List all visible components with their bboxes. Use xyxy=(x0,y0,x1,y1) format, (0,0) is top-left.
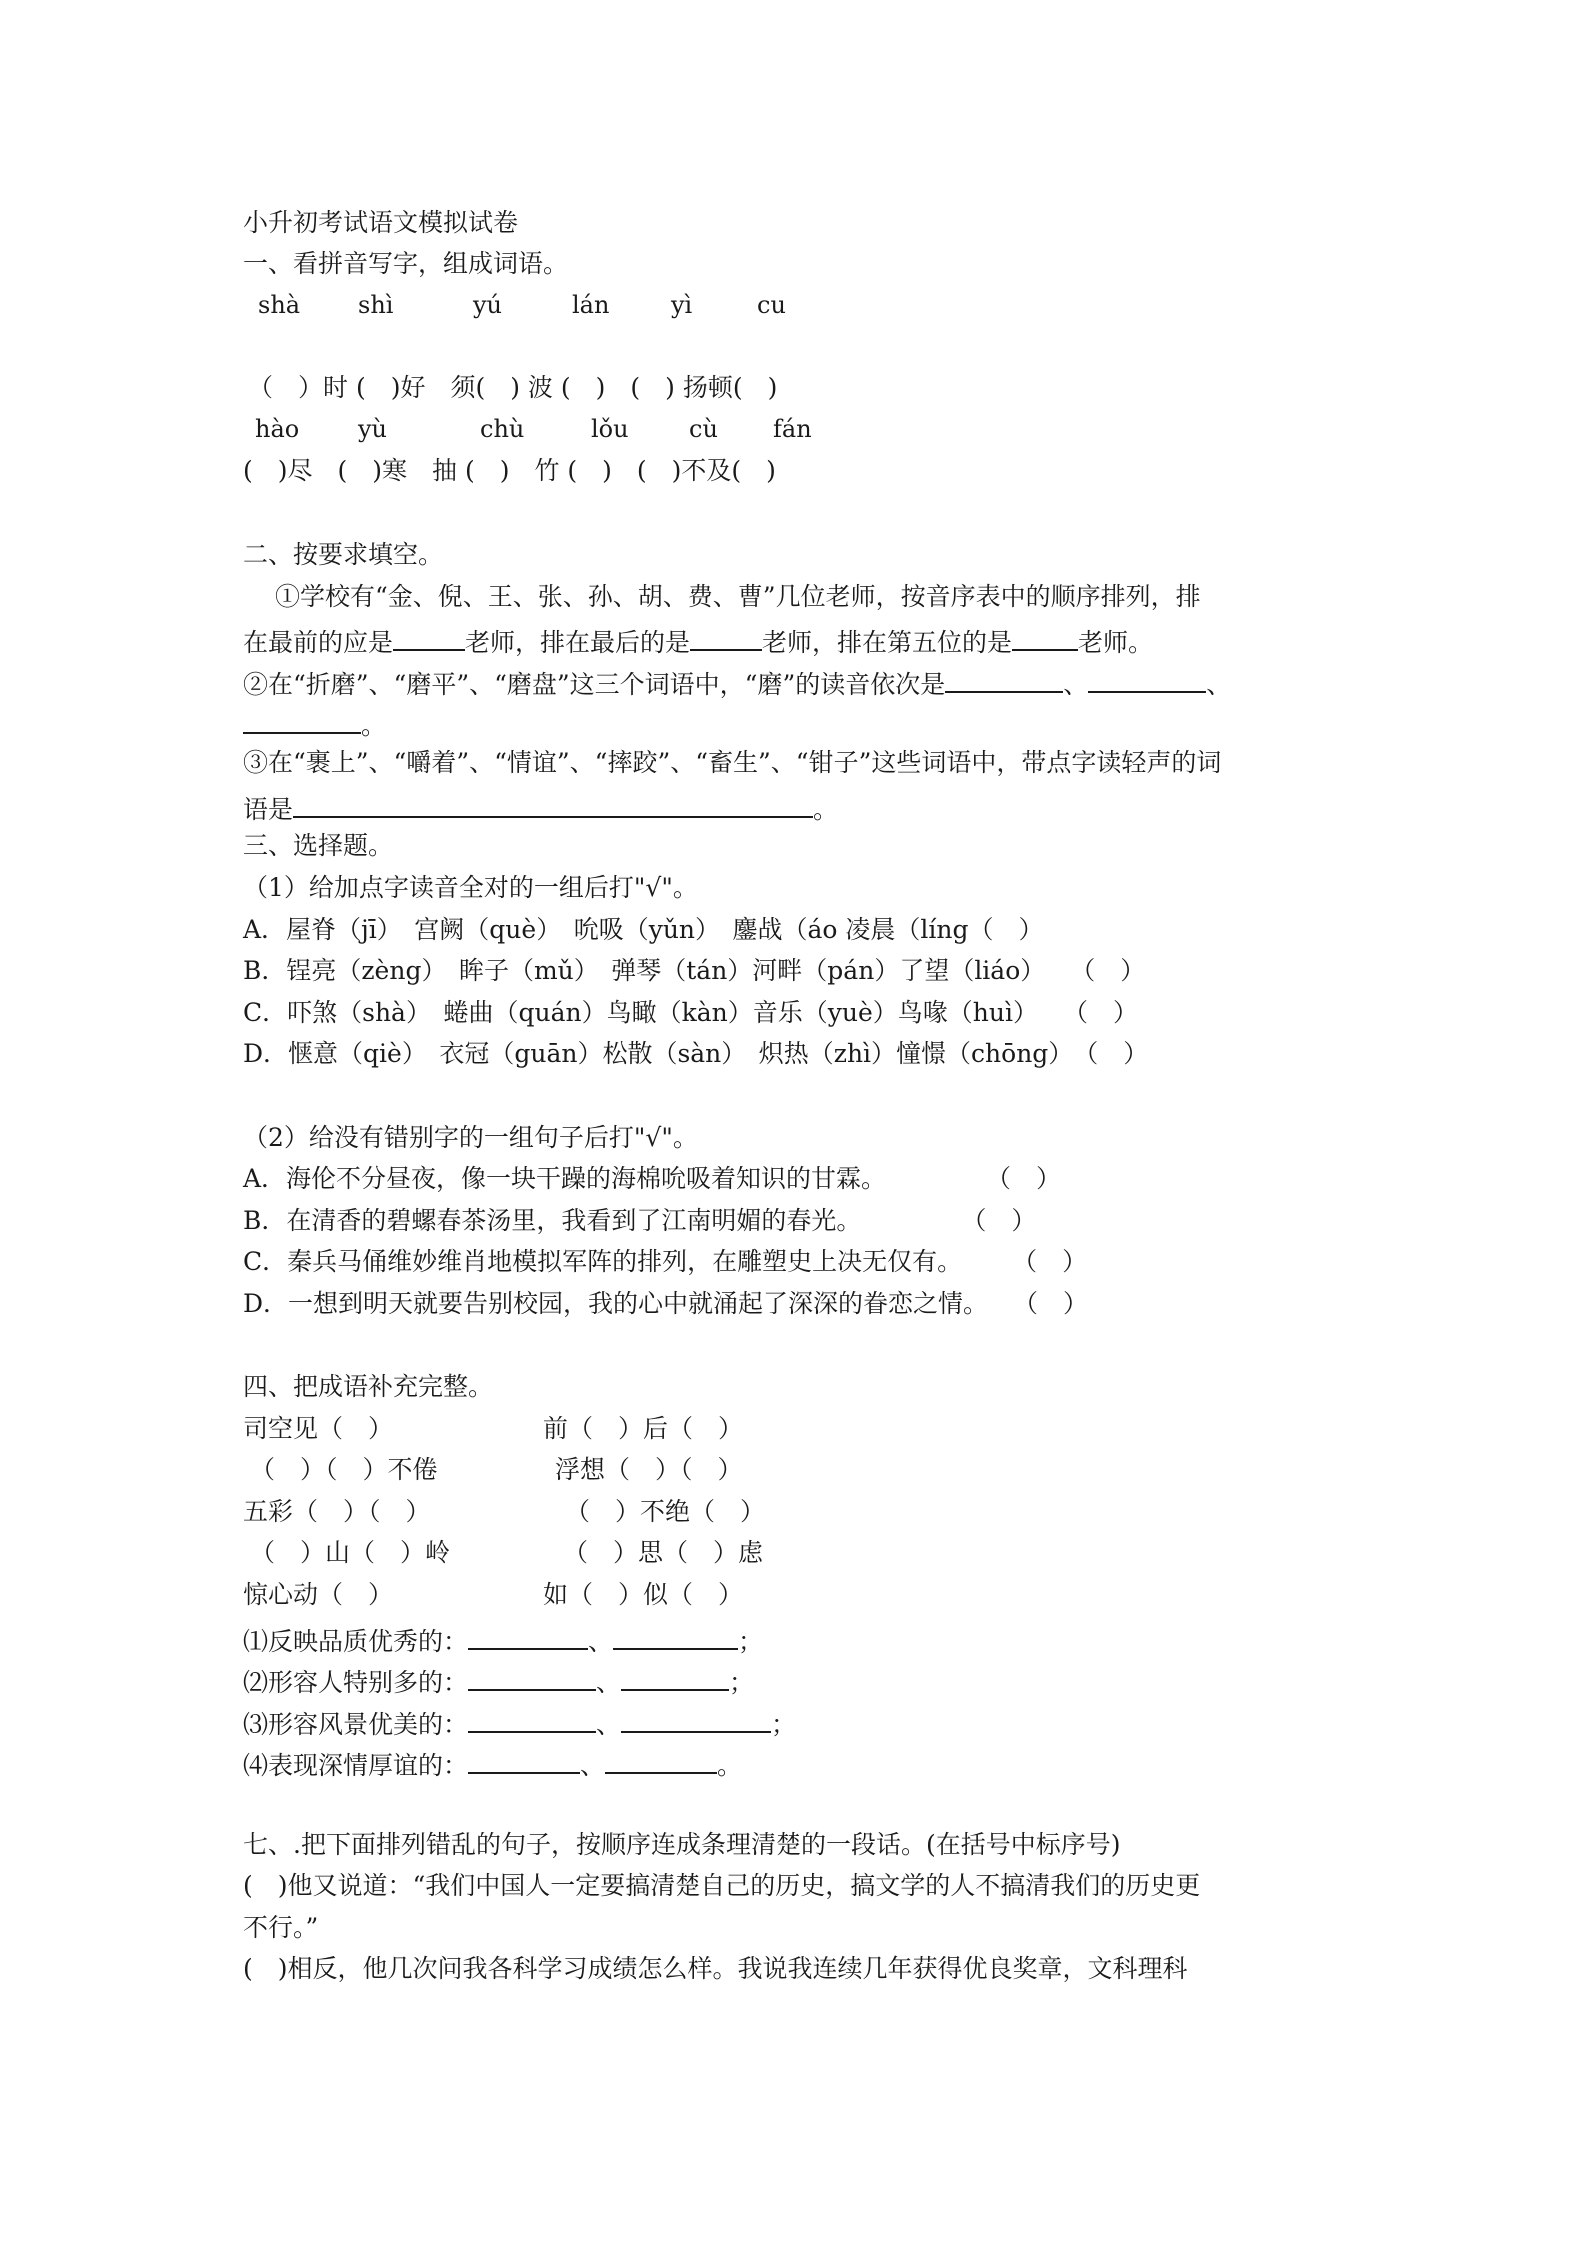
punct: ； xyxy=(729,1668,755,1697)
sentence-1-line2: 不行。” xyxy=(243,1913,319,1942)
answer-blank[interactable] xyxy=(293,788,813,818)
punct: 。 xyxy=(717,1751,743,1780)
punct: ； xyxy=(771,1710,797,1739)
answer-blank[interactable] xyxy=(468,1744,580,1774)
answer-blank[interactable] xyxy=(468,1620,588,1650)
q1-text: 老师，排在第五位的是 xyxy=(762,628,1013,657)
separator: 、 xyxy=(580,1751,606,1780)
fill-line-2 xyxy=(243,1661,754,1700)
pinyin: lán xyxy=(572,291,610,319)
q1-text: 老师，排在最后的是 xyxy=(465,628,691,657)
separator: 、 xyxy=(1206,670,1232,699)
q2-line1 xyxy=(243,663,1231,702)
q2-text: ②在“折磨”、“磨平”、“磨盘”这三个词语中，“磨”的读音依次是 xyxy=(243,670,946,699)
answer-blank[interactable] xyxy=(393,621,465,651)
pinyin: lǒu xyxy=(591,415,629,443)
pinyin: hào xyxy=(255,415,300,443)
answer-blank[interactable] xyxy=(945,663,1063,693)
q1-text: 老师。 xyxy=(1078,628,1154,657)
option-a: A．屋脊（jī） 宫阙（què） 吮吸（yǔn） 鏖战（áo 凌晨（líng（ ） xyxy=(243,915,1044,944)
answer-blank[interactable] xyxy=(468,1661,596,1691)
idiom-right: 如（ ）似（ ） xyxy=(543,1580,744,1609)
answer-blank[interactable] xyxy=(468,1703,596,1733)
page-title: 小升初考试语文模拟试卷 xyxy=(243,208,519,237)
sentence-2-line1: ( )相反，他几次问我各科学习成绩怎么样。我说我连续几年获得优良奖章，文科理科 xyxy=(243,1954,1188,1983)
part1-prompt: （1）给加点字读音全对的一组后打"√"。 xyxy=(243,873,698,902)
option-d: D．惬意（qiè） 衣冠（guān）松散（sàn） 炽热（zhì）憧憬（chōng） （ ） xyxy=(243,1039,1149,1068)
period: 。 xyxy=(361,711,387,740)
fill-label: ⑶形容风景优美的： xyxy=(243,1710,469,1739)
answer-blank[interactable] xyxy=(621,1661,729,1691)
pinyin: yú xyxy=(473,291,503,319)
section7-heading: 七、.把下面排列错乱的句子，按顺序连成条理清楚的一段话。(在括号中标序号) xyxy=(243,1830,1121,1859)
pinyin: yì xyxy=(671,291,693,319)
words-row-1: （ ）时 ( )好 须( ) 波 ( ) ( ) 扬顿( ) xyxy=(248,373,778,402)
fill-line-3 xyxy=(243,1703,796,1742)
pinyin: yù xyxy=(358,415,388,443)
words-row-2: ( )尽 ( )寒 抽 ( ) 竹 ( ) ( )不及( ) xyxy=(243,456,776,485)
idiom-right: （ ）不绝（ ） xyxy=(565,1497,766,1526)
fill-label: ⑷表现深情厚谊的： xyxy=(243,1751,469,1780)
fill-label: ⑵形容人特别多的： xyxy=(243,1668,469,1697)
separator: 、 xyxy=(596,1668,622,1697)
pinyin: cù xyxy=(689,415,718,443)
punct: ； xyxy=(738,1627,764,1656)
answer-blank[interactable] xyxy=(613,1620,738,1650)
option-c: C．秦兵马俑维妙维肖地模拟军阵的排列，在雕塑史上决无仅有。 （ ） xyxy=(243,1247,1088,1276)
idiom-left: （ ）山（ ）岭 xyxy=(250,1538,451,1567)
pinyin: shà xyxy=(258,291,301,319)
pinyin: cu xyxy=(757,291,786,319)
q2-line2 xyxy=(243,704,386,743)
answer-blank[interactable] xyxy=(621,1703,771,1733)
answer-blank[interactable] xyxy=(690,621,762,651)
answer-blank[interactable] xyxy=(243,704,361,734)
section4-heading: 四、把成语补充完整。 xyxy=(243,1372,494,1401)
q3-line2 xyxy=(243,788,838,827)
sentence-1-line1: ( )他又说道：“我们中国人一定要搞清楚自己的历史，搞文学的人不搞清我们的历史更 xyxy=(243,1871,1201,1900)
answer-blank[interactable] xyxy=(1012,621,1078,651)
option-b: B．在清香的碧螺春茶汤里，我看到了江南明媚的春光。 （ ） xyxy=(243,1206,1037,1235)
pinyin: chù xyxy=(480,415,525,443)
idiom-left: 五彩（ ）（ ） xyxy=(243,1497,431,1526)
q3-line1: ③在“裹上”、“嚼着”、“情谊”、“摔跤”、“畜生”、“钳子”这些词语中，带点字读轻声的词 xyxy=(243,748,1222,777)
option-a: A．海伦不分昼夜，像一块干躁的海棉吮吸着知识的甘霖。 （ ） xyxy=(243,1164,1062,1193)
q1-line1: ①学校有“金、倪、王、张、孙、胡、费、曹”几位老师，按音序表中的顺序排列，排 xyxy=(275,582,1201,611)
separator: 、 xyxy=(1063,670,1089,699)
answer-blank[interactable] xyxy=(605,1744,717,1774)
option-b: B．锃亮（zèng） 眸子（mǔ） 弹琴（tán）河畔（pán）了望（liáo） （ ） xyxy=(243,956,1146,985)
section3-heading: 三、选择题。 xyxy=(243,831,394,860)
pinyin: fán xyxy=(773,415,812,443)
idiom-right: （ ）思（ ）虑 xyxy=(563,1538,764,1567)
idiom-right: 前（ ）后（ ） xyxy=(543,1414,744,1443)
q1-text: 在最前的应是 xyxy=(243,628,394,657)
period: 。 xyxy=(813,795,839,824)
idiom-right: 浮想（ ）（ ） xyxy=(555,1455,743,1484)
pinyin: shì xyxy=(358,291,394,319)
q1-line2 xyxy=(243,621,1153,660)
fill-label: ⑴反映品质优秀的： xyxy=(243,1627,469,1656)
separator: 、 xyxy=(596,1710,622,1739)
q3-text: 语是 xyxy=(243,795,294,824)
option-c: C．吓煞（shà） 蜷曲（quán）鸟瞰（kàn）音乐（yuè）鸟喙（huì） （ ） xyxy=(243,998,1138,1027)
option-d: D．一想到明天就要告别校园，我的心中就涌起了深深的眷恋之情。 （ ） xyxy=(243,1289,1089,1318)
idiom-left: 司空见（ ） xyxy=(243,1414,394,1443)
part2-prompt: （2）给没有错别字的一组句子后打"√"。 xyxy=(243,1123,698,1152)
section1-heading: 一、看拼音写字，组成词语。 xyxy=(243,249,569,278)
section2-heading: 二、按要求填空。 xyxy=(243,540,444,569)
idiom-left: 惊心动（ ） xyxy=(243,1580,394,1609)
idiom-left: （ ）（ ）不倦 xyxy=(250,1455,438,1484)
answer-blank[interactable] xyxy=(1088,663,1206,693)
fill-line-1 xyxy=(243,1620,763,1659)
separator: 、 xyxy=(588,1627,614,1656)
fill-line-4 xyxy=(243,1744,742,1783)
